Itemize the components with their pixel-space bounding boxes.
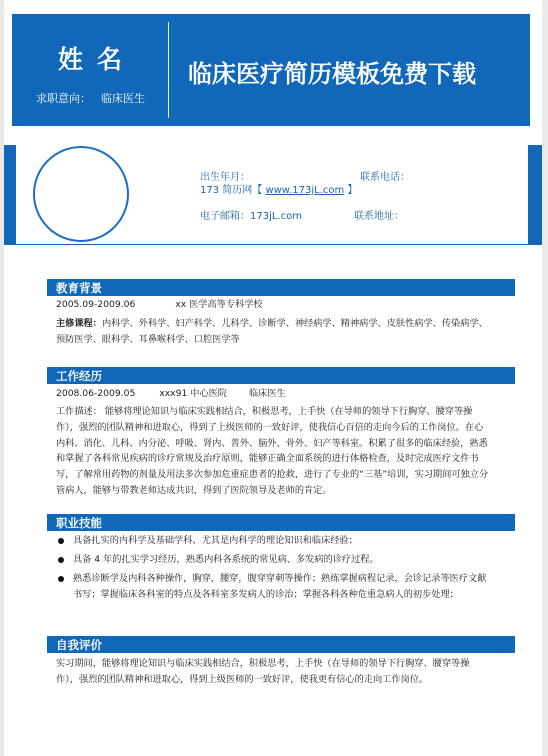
education-period-line (56, 297, 263, 313)
work-hospital: xxx91 中心医院 (159, 388, 227, 399)
site-line (200, 181, 357, 196)
section-skills-title: 职业技能 (56, 516, 102, 530)
section-work-title: 工作经历 (56, 369, 102, 383)
page-edge-right (542, 0, 548, 756)
work-position: 临床医生 (249, 388, 286, 399)
info-band-line (16, 244, 528, 245)
work-period: 2008.06-2009.05 (56, 388, 136, 399)
resume-title: 临床医疗简历模板免费下载 (188, 60, 476, 88)
candidate-name: 姓名 (57, 45, 136, 74)
photo-placeholder[interactable] (33, 146, 129, 242)
page-edge-left (0, 0, 4, 756)
section-evaluation (47, 636, 515, 653)
skill-item: 熟悉诊断学及内科各种操作，胸穿，腰穿，腹穿穿刺等操作；熟练掌握病程记录，会诊记录等医疗文献书写；掌握临床各科室的特点及各科室多发病人的诊治；掌握各科各种危重急病人的初步处理； (73, 573, 487, 600)
section-evaluation-title: 自我评价 (56, 638, 102, 652)
site-text: 173 简历网【 (200, 185, 263, 196)
info-band-left (4, 145, 16, 245)
section-education (47, 279, 515, 296)
site-link[interactable]: www.173jL.com (265, 185, 345, 196)
course-label: 主修课程： (56, 318, 102, 329)
education-school: xx 医学高等专科学校 (175, 299, 263, 310)
bullet-icon (58, 538, 64, 544)
birth-label: 出生年月： (200, 172, 250, 183)
section-education-title: 教育背景 (56, 281, 102, 295)
skill-item: 具备扎实的内科学及基础学科、尤其是内科学的理论知识和临床经验； (73, 535, 358, 546)
header-divider (168, 22, 169, 118)
education-courses (56, 316, 492, 348)
work-period-line (56, 386, 286, 402)
job-intent (36, 90, 155, 106)
evaluation-text: 实习期间，能够将理论知识与临床实践相结合，积极思考，上手快（在导师的领导下行胸穿、腰穿等操作），强烈的团队精神和进取心，得到上级医师的一致好评，使我更有信心的走向工作岗位。 (56, 658, 470, 685)
skill-item: 具备 4 年的扎实学习经历，熟悉内科各系统的常见病、多发病的诊疗过程。 (73, 554, 379, 565)
section-skills (47, 514, 515, 531)
name-block (12, 14, 168, 126)
site-close: 】 (347, 185, 358, 196)
course-text: 内科学、外科学、妇产科学、儿科学、诊断学、神经病学、精神病学、皮肤性病学、传染病学、预防医学、眼科学、耳鼻喉科学、口腔医学等 (56, 318, 488, 345)
address-label: 联系地址： (354, 211, 404, 222)
section-work (47, 367, 515, 384)
bullet-icon (58, 576, 64, 582)
phone-label: 联系电话： (360, 172, 410, 183)
work-description: 工作描述： 能够将理论知识与临床实践相结合，积极思考，上手快（在导师的领导下行胸穿、腰穿等操作），强烈的团队精神和进取心，得到了上级医师的一致好评，使我信心百倍的走向今后的工作岗位。在心内科、消化、儿科、内分泌、呼吸、肾内、普外、脑外、骨外、妇产等科室。积累了很多的临床经验，熟悉和掌握了各科常见疾病的诊疗常规及治疗原则，能够正确全面系统的进行体格检查，及时完成医疗文件书写，了解常用药物的剂量及用法多次参加危重症患者的抢救，进行了专业的“三基”培训，实习期间可独立分管病人，能够与带教老师达成共识，得到了医院领导及老师的肯定。 (56, 406, 489, 496)
bullet-icon (58, 557, 64, 563)
info-band-right (528, 145, 542, 245)
email-label: 电子邮箱：173jL.com (200, 211, 302, 222)
job-intent-value: 临床医生 (101, 92, 145, 105)
education-period: 2005.09-2009.06 (56, 299, 136, 310)
job-intent-label: 求职意向： (36, 92, 91, 105)
resume-header (12, 14, 530, 126)
